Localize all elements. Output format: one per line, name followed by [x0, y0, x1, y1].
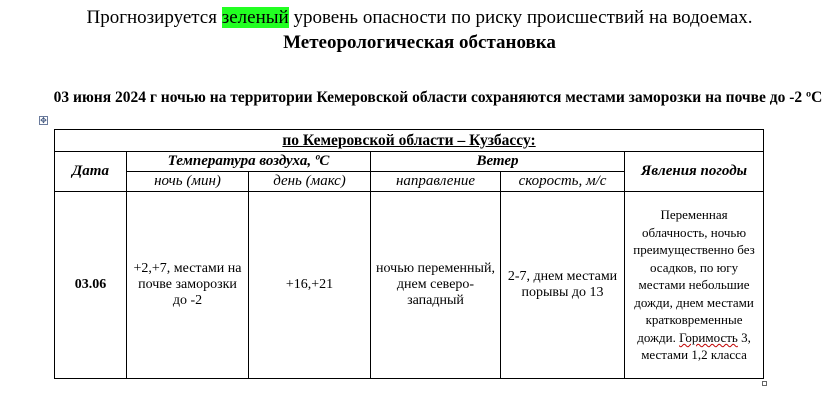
- date-cell: 03.06: [55, 192, 127, 379]
- day-temp-cell: +16,+21: [249, 192, 371, 379]
- date-column-header: Дата: [55, 152, 127, 192]
- hazard-level-prefix: Прогнозируется: [86, 7, 222, 28]
- phenomena-cell: [625, 192, 764, 379]
- wind-speed-cell: 2-7, днем местами порывы до 13: [501, 192, 625, 379]
- phenomena-text-end: 3, местами 1,2 класса: [641, 329, 751, 363]
- wind-speed-subheader: скорость, м/с: [501, 172, 625, 192]
- wind-group-header: Ветер: [371, 152, 625, 172]
- weather-table: [54, 129, 764, 379]
- forecast-text: 03 июня 2024 г ночью на территории Кемеровской области сохраняются местами заморозки на почве до -2 ºС: [53, 89, 823, 106]
- phenomena-column-header: Явления погоды: [625, 152, 764, 192]
- table-move-handle-icon[interactable]: ✥: [40, 116, 47, 125]
- table-resize-handle-icon[interactable]: [762, 381, 767, 386]
- wind-direction-cell: ночью переменный, днем северо-западный: [371, 192, 501, 379]
- section-title: Метеорологическая обстановка: [283, 32, 556, 53]
- wind-direction-subheader: направление: [371, 172, 501, 192]
- table-row: [55, 192, 764, 379]
- night-min-subheader: ночь (мин): [127, 172, 249, 192]
- table-header-row: [55, 152, 764, 172]
- hazard-level-line: [0, 6, 839, 30]
- day-max-subheader: день (макс): [249, 172, 371, 192]
- hazard-level-suffix: уровень опасности по риску происшествий на водоемах.: [288, 7, 753, 28]
- spellcheck-word[interactable]: Горимость: [679, 329, 738, 345]
- night-temp-cell: +2,+7, местами на почве заморозки до -2: [127, 192, 249, 379]
- phenomena-text: Переменная облачность, ночью преимущественно без осадков, по югу местами небольшие дожди, днем местами кратковременные дожди.: [633, 207, 755, 345]
- temperature-group-header: Температура воздуха, ºС: [127, 152, 371, 172]
- hazard-level-highlight: зеленый: [221, 7, 289, 28]
- table-title: по Кемеровской области – Кузбассу:: [55, 130, 764, 152]
- table-title-row: [55, 130, 764, 152]
